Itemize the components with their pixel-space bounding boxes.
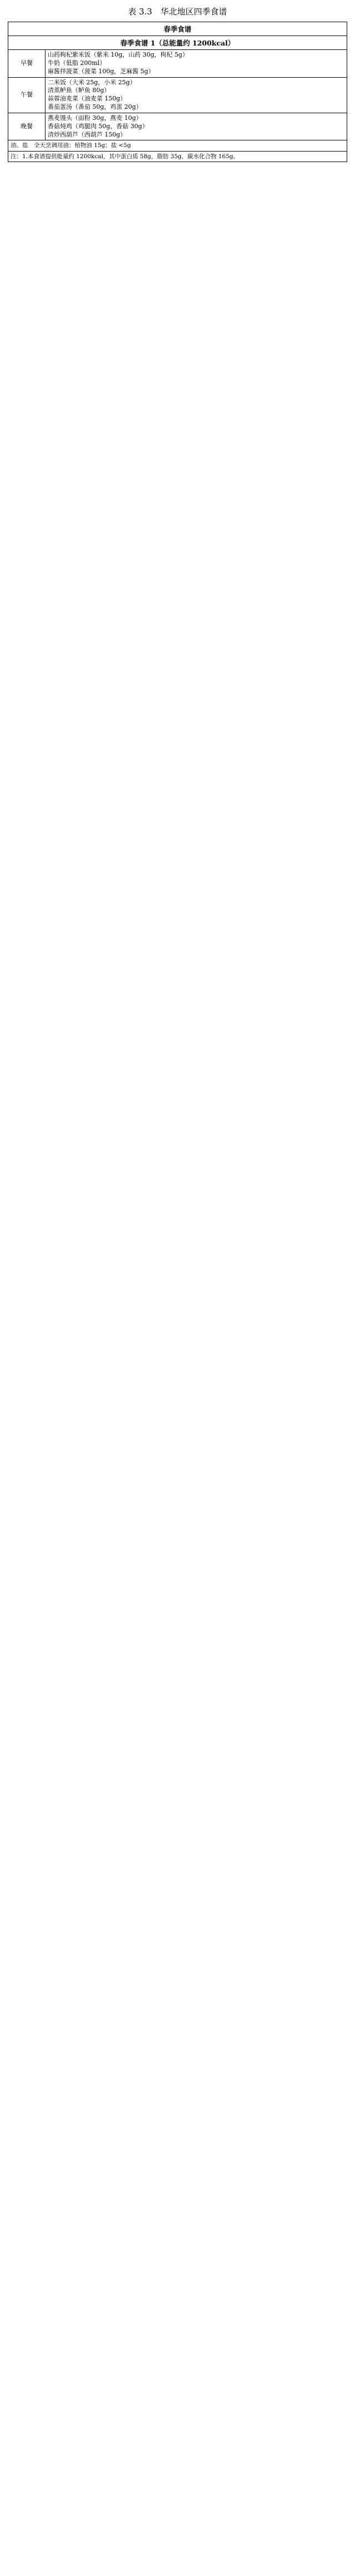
nutrition-note: 注：1.本食谱提供能量约 1200kcal，其中蛋白质 58g，脂肪 35g，碳水化合物 165g。	[8, 152, 347, 162]
meal-item: 番茄蛋汤（番茄 50g，鸡蛋 20g）	[48, 103, 143, 111]
meal-name: 晚餐	[8, 113, 45, 140]
meal-item: 麻酱拌菠菜（菠菜 100g，芝麻酱 5g）	[48, 67, 155, 75]
meal-item: 燕麦馒头（面粉 30g，燕麦 10g）	[48, 114, 143, 122]
meal-items	[45, 50, 347, 78]
meal-item: 香菇炖鸡（鸡腿肉 50g，香菇 30g）	[48, 122, 149, 130]
recipe-table-title: 春季食谱 1（总能量约 1200kcal）	[8, 36, 347, 49]
meal-item: 清炒西葫芦（西葫芦 150g）	[48, 130, 126, 138]
oil-salt-note: 油、盐 全天烹调用油：植物油 15g；盐 <5g	[8, 140, 347, 151]
recipe-table	[8, 49, 347, 140]
meal-items	[45, 77, 347, 113]
meal-items	[45, 113, 347, 140]
meal-row	[8, 113, 347, 140]
meal-item: 山药枸杞紫米饭（紫米 10g，山药 30g，枸杞 5g）	[48, 51, 189, 58]
meal-name: 午餐	[8, 77, 45, 113]
season-title: 春季食谱	[8, 22, 347, 36]
meal-item: 蒜蓉油麦菜（油麦菜 150g）	[48, 95, 126, 103]
document-title: 表 3.3 华北地区四季食谱	[128, 7, 227, 17]
meal-item: 牛奶（低脂 200ml）	[48, 59, 106, 67]
page	[8, 0, 347, 172]
spacer	[8, 162, 347, 167]
meal-item: 清蒸鲈鱼（鲈鱼 80g）	[48, 87, 110, 94]
meal-row	[8, 50, 347, 78]
meal-row	[8, 77, 347, 113]
meal-item: 二米饭（大米 25g，小米 25g）	[48, 78, 136, 86]
meal-name: 早餐	[8, 50, 45, 78]
